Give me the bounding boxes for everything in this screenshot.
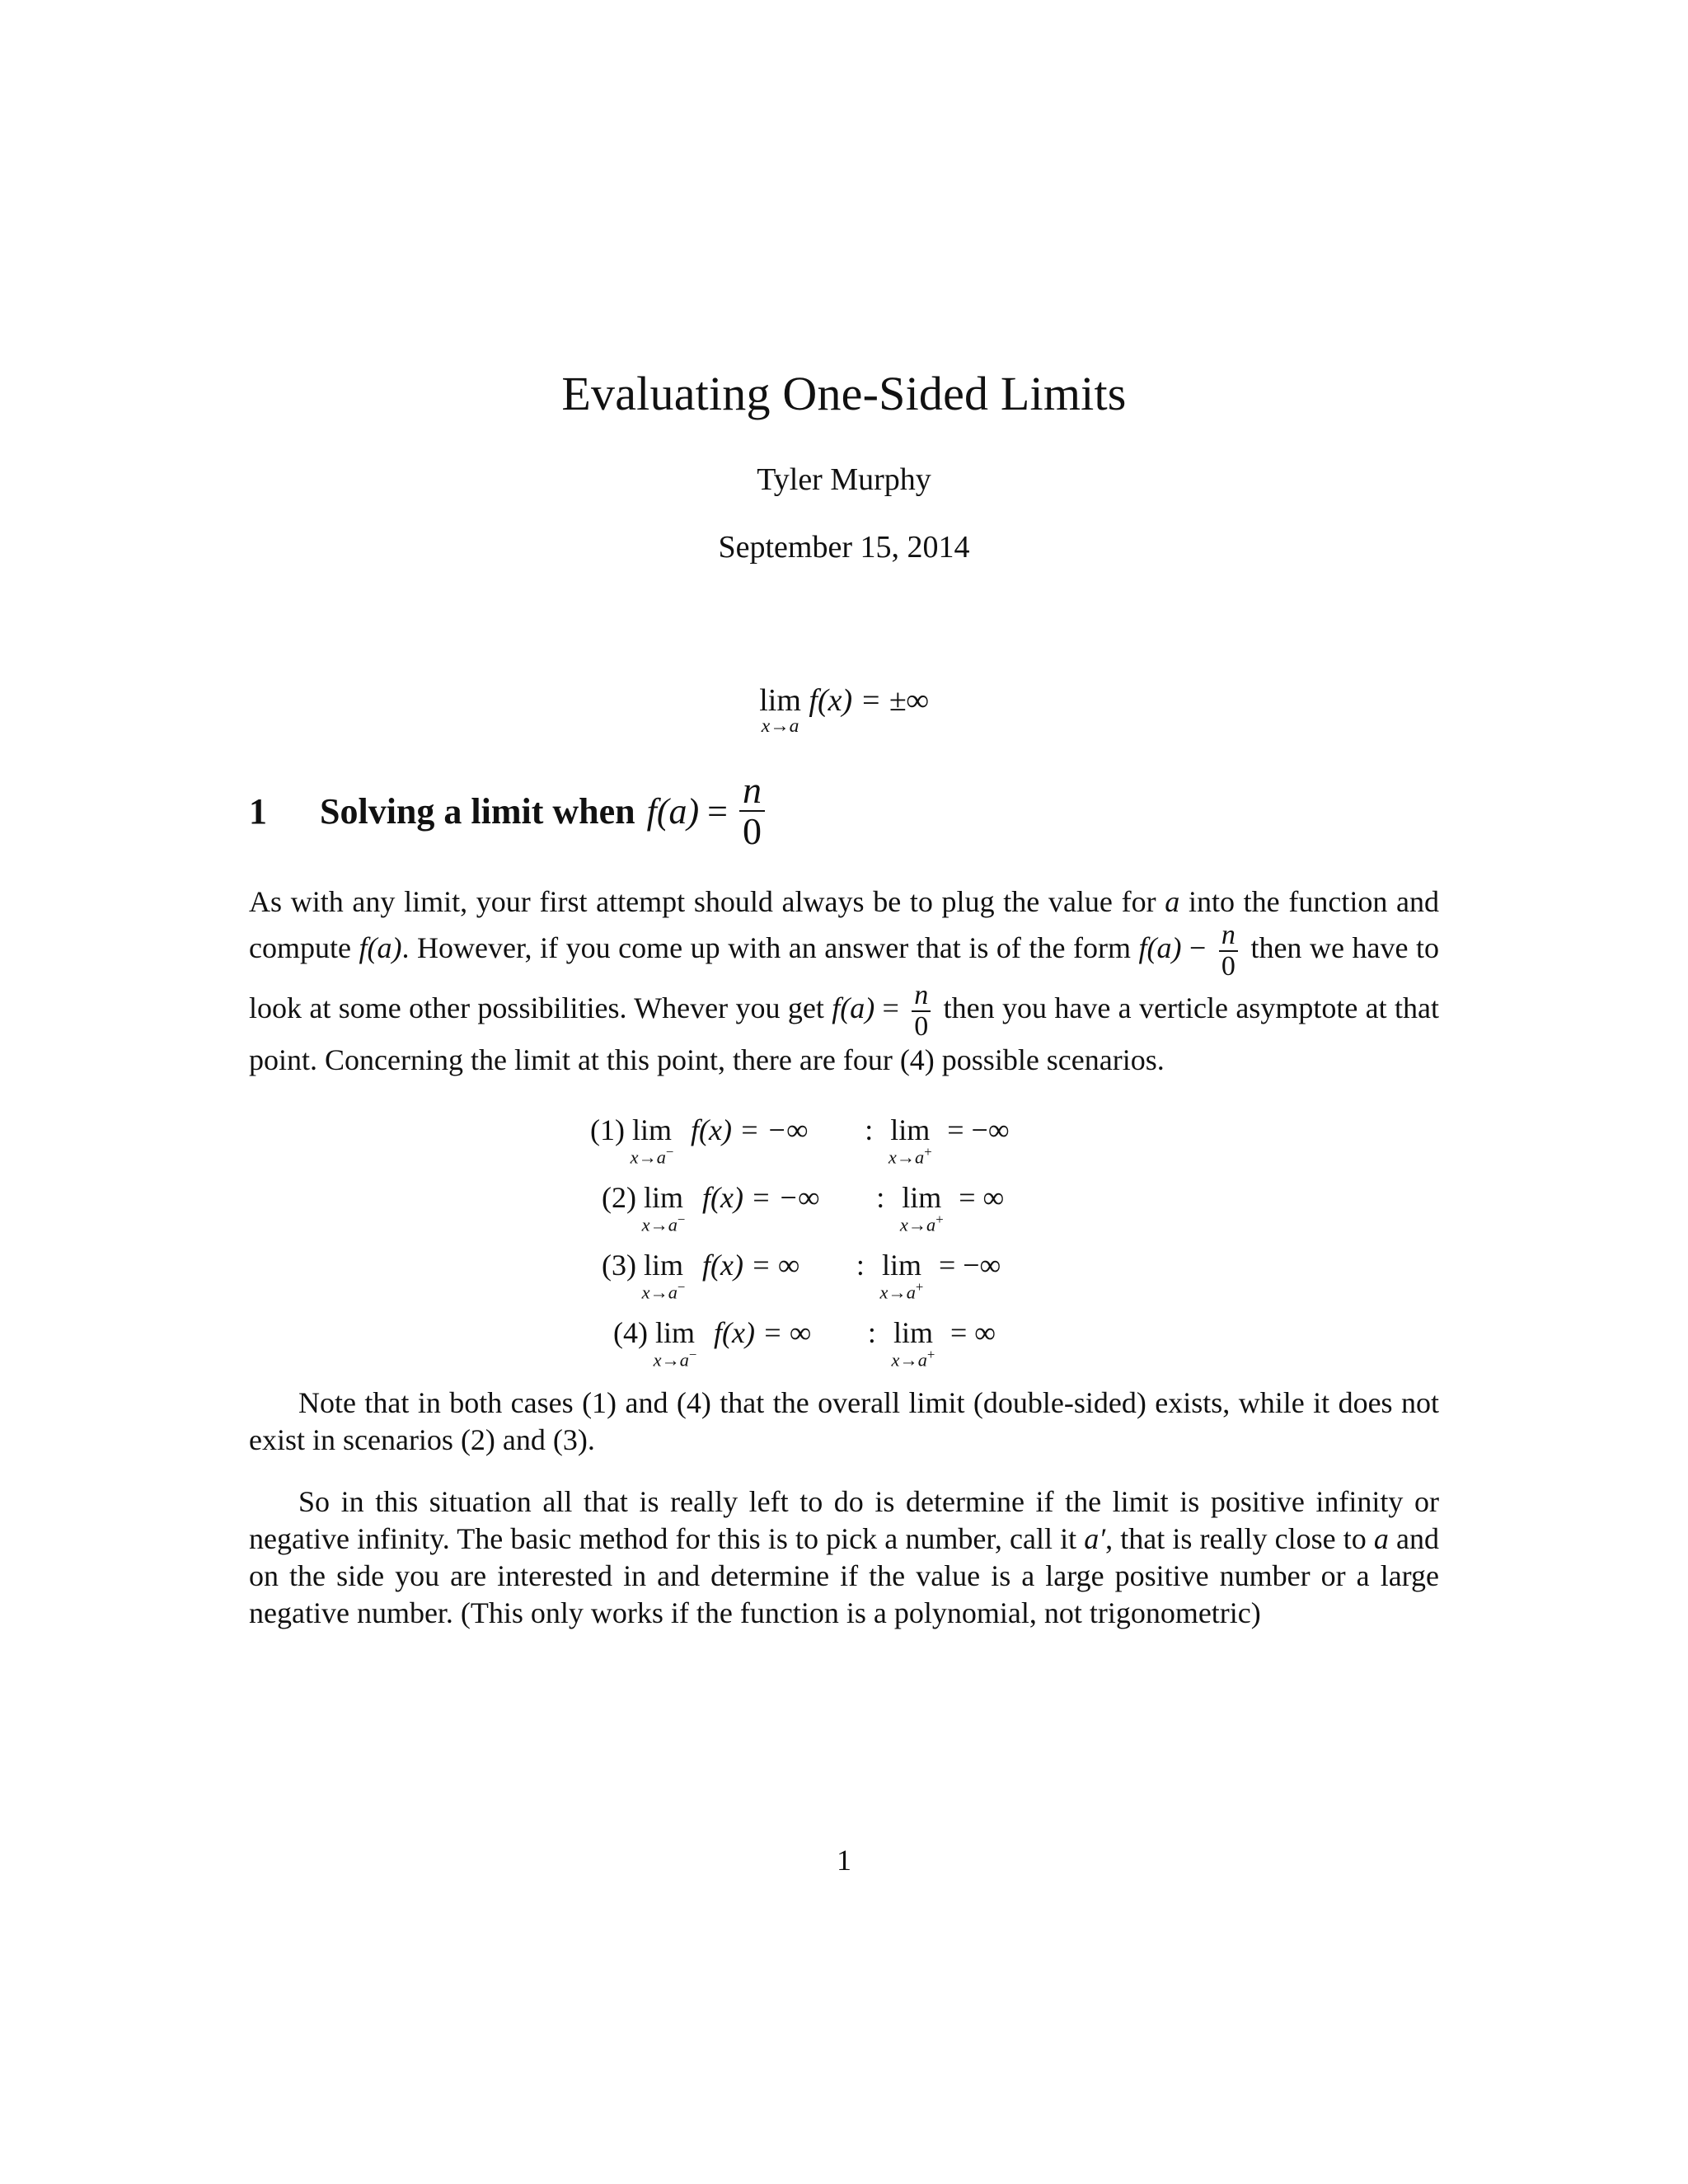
inline-fraction: $\frac{n}{0}$ — [1219, 921, 1238, 981]
scenario-2: (2) lim x→a− f(x) = −∞ : lim x→a+ = ∞ — [602, 1181, 1005, 1235]
section-heading-fa: f(a) — [646, 790, 700, 832]
section-heading-text: Solving a limit when — [320, 790, 635, 832]
section-heading — [249, 771, 768, 852]
document-author: Tyler Murphy — [757, 462, 931, 497]
document-date: September 15, 2014 — [718, 530, 970, 565]
section-heading-equals: = — [707, 790, 728, 832]
document-title: Evaluating One-Sided Limits — [561, 367, 1127, 420]
limit-subscript: x→a — [761, 715, 799, 737]
scenario-1: (1) lim x→a− f(x) = −∞ : lim x→a+ = −∞ — [590, 1113, 1010, 1168]
scenario-4: (4) lim x→a− f(x) = ∞ : lim x→a+ = ∞ — [613, 1316, 996, 1371]
paragraph-method: So in this situation all that is really left to do is determine if the limit is positive infinity or negative infinity. The basic method for this is to pick a number, call it a′, that is really close to a and on the side you are interested in and determine if the value is a large positive number or a large negative number. (This only works if the function is a polynomial, not trigonometric) — [249, 1485, 1439, 1629]
display-equation-expression: f(x) = ±∞ — [809, 683, 929, 718]
inline-fraction: $\frac{n}{0}$ — [912, 981, 931, 1041]
scenario-3: (3) lim x→a− f(x) = ∞ : lim x→a+ = −∞ — [602, 1249, 1001, 1303]
limit-operator: lim x→a — [759, 683, 801, 737]
section-number: 1 — [249, 790, 267, 832]
paragraph-note: Note that in both cases (1) and (4) that the overall limit (double-sided) exists, while it does not exist in scenarios (2) and (3). — [249, 1386, 1439, 1456]
page-number: 1 — [837, 1844, 851, 1877]
paragraph-intro: As with any limit, your first attempt should always be to plug the value for a into the function and compute f(a). However, if you come up with an answer that is of the form f(a) − $\frac{n}{0}$ then we have to look at some other possibilities. Whever you get f(a) = $\frac{n}{0}$ then you have a verticle asymptote at that point. Concerning the limit at this point, there are four (4) possible scenarios. — [249, 885, 1440, 1076]
display-equation — [0, 682, 1688, 737]
section-heading-fraction: $\frac{n}{0}$ — [739, 771, 765, 852]
